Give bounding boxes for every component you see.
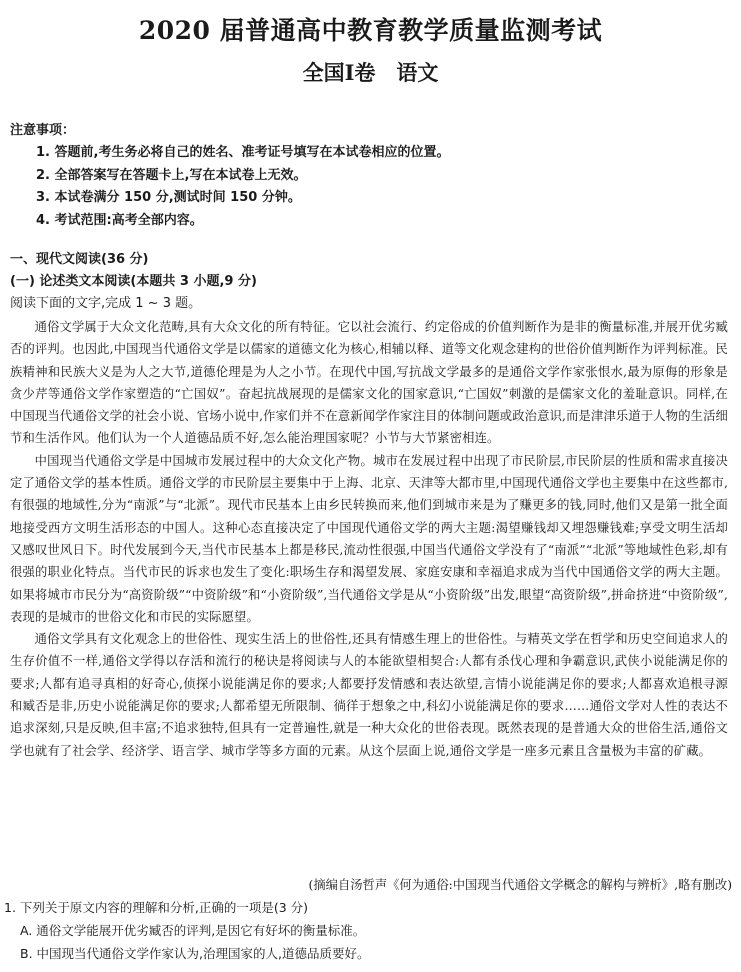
reading-instruction: 阅读下面的文字,完成 1 ~ 3 题。 <box>10 296 202 311</box>
section-heading: 一、现代文阅读(36 分) <box>10 252 149 267</box>
notes-block <box>10 120 730 232</box>
note-item: 2. 全部答案写在答题卡上,写在本试卷上无效。 <box>36 167 307 183</box>
note-item: 4. 考试范围:高考全部内容。 <box>36 212 203 228</box>
note-item: 3. 本试卷满分 150 分,测试时间 150 分钟。 <box>36 190 301 205</box>
passage-paragraph: 通俗文学属于大众文化范畴,具有大众文化的所有特征。它以社会流行、约定俗成的价值判断作为是非的衡量标准,并展开优劣臧否的评判。也因此,中国现当代通俗文学是以儒家的道德文化为核心,相辅以释、道等文化观念建构的世俗价值判断作为评判标准。民族精神和民族大义是为人之大节,道德伦理是为人之小节。在现代中国,写抗战文学最多的是通俗文学作家张恨水,最为原侮的形象是贪少芹等通俗文学作家塑造的“亡国奴”。奋起抗战展现的是儒家文化的国家意识,“亡国奴”刺激的是儒家文化的羞耻意识。同样,在中国现当代通俗文学的社会小说、官场小说中,作家们并不在意新闻学作家注目的体制问题或政治意识,而是津津乐道于人物的生活细节和生活作风。他们认为一个人道德品质不好,怎么能治理国家呢？小节与大节紧密相连。 <box>10 320 728 446</box>
question-block <box>4 896 724 965</box>
question-option: B. 中国现当代通俗文学作家认为,治理国家的人,道德品质要好。 <box>20 946 370 961</box>
subsection-heading: (一) 论述类文本阅读(本题共 3 小题,9 分) <box>10 274 257 289</box>
notes-title: 注意事项： <box>10 123 76 138</box>
passage-paragraph: 中国现当代通俗文学是中国城市发展过程中的大众文化产物。城市在发展过程中出现了市民阶层,市民阶层的性质和需求直接决定了通俗文学的基本性质。通俗文学的市民阶层主要集中于上海、北京、天津等大都市里,中国现代通俗文学也主要集中在这些都市,有很强的地域性,分为“南派”与“北派”。现代市民基本上由乡民转换而来,他们到城市来是为了赚更多的钱,同时,他们又是第一批全面地接受西方文明生活形态的中国人。这种心态直接决定了中国现代通俗文学的两大主题:渴望赚钱却又埋怨赚钱难;享受文明生活却又感叹世风日下。时代发展到今天,当代市民基本上都是移民,流动性很强,中国当代通俗文学没有了“南派”“北派”等地域性色彩,却有很强的职业化特点。当代市民的诉求也发生了变化:职场生存和渴望发展、家庭安康和幸福追求成为当代中国通俗文学的两大主题。如果将城市市民分为“高资阶级”“中资阶级”和“小资阶级”,当代通俗文学是从“小资阶级”出发,眼望“高资阶级”,拼命挤进“中资阶级”,表现的是城市的世俗文化和市民的实际愿望。 <box>10 453 728 624</box>
exam-title: 2020 届普通高中教育教学质量监测考试 <box>138 16 603 45</box>
reading-passage <box>10 316 728 762</box>
passage-paragraph: 通俗文学具有文化观念上的世俗性、现实生活上的世俗性,还具有情感生理上的世俗性。与精英文学在哲学和历史空间追求人的生存价值不一样,通俗文学得以存活和流行的秘诀是将阅读与人的本能欲望相契合:人都有杀伐心理和争霸意识,武侠小说能满足你的要求;人都有追寻真相的好奇心,侦探小说能满足你的要求;人都要抒发情感和表达欲望,言情小说能满足你的要求;人都喜欢追根寻源和臧否是非,历史小说能满足你的要求;人都希望无所限制、徜徉于想象之中,科幻小说能满足你的要求……通俗文学对人性的表达不追求深刻,只是反映,但丰富;不追求独特,但具有一定普遍性,就是一种大众化的世俗表现。既然表现的是普通大众的世俗生活,通俗文学也就有了社会学、经济学、语言学、城市学等多方面的元素。从这个层面上说,通俗文学是一座多元素且含量极为丰富的矿藏。 <box>10 632 728 758</box>
question-stem: 1. 下列关于原文内容的理解和分析,正确的一项是(3 分) <box>4 900 309 915</box>
passage-source: (摘编自汤哲声《何为通俗:中国现当代通俗文学概念的解构与辨析》,略有删改) <box>308 878 732 892</box>
question-option: A. 通俗文学能展开优劣臧否的评判,是因它有好坏的衡量标准。 <box>20 923 366 938</box>
note-item: 1. 答题前,考生务必将自己的姓名、准考证号填写在本试卷相应的位置。 <box>36 145 450 160</box>
exam-subtitle: 全国Ⅰ卷 语文 <box>302 60 439 85</box>
